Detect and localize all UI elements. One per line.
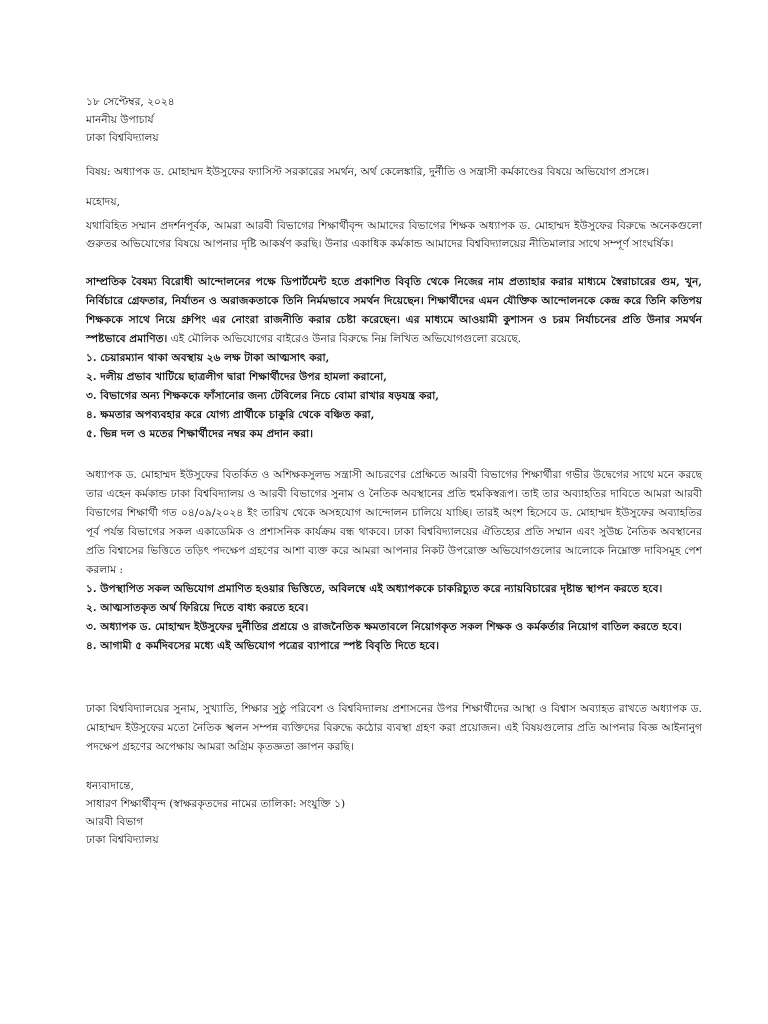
- allegation-item: ১. চেয়ারম্যান থাকা অবস্থায় ২৬ লক্ষ টাকা আত্মসাৎ করা,: [86, 352, 330, 364]
- letter-closing: [86, 777, 702, 849]
- letter-subject: বিষয়: অধ্যাপক ড. মোহাম্মদ ইউসুফের ফ্যাসিস্ট সরকারের সমর্থন, অর্থ কেলেঙ্কারি, দুর্নীতি ও সন্ত্রাসী কর্মকাণ্ডের বিষয়ে অভিযোগ প্রসঙ্গে।: [86, 166, 650, 178]
- closing-thanks: ধন্যবাদান্তে,: [86, 780, 134, 792]
- demand-item: ৩. অধ্যাপক ড. মোহাম্মদ ইউসুফের দুর্নীতির প্রশ্রয়ে ও রাজনৈতিক ক্ষমতাবলে নিয়োগকৃত সকল শিক্ষক ও কর্মকর্তার নিয়োগ বাতিল করতে হবে।: [86, 621, 682, 633]
- intro-paragraph: যথাবিহিত সম্মান প্রদর্শনপূর্বক, আমরা আরবী বিভাগের শিক্ষার্থীবৃন্দ আমাদের বিভাগের শিক্ষক অধ্যাপক ড. মোহাম্মদ ইউসুফের বিরুদ্ধে অনেকগুলো গুরুতর অভিযোগের বিষয়ে আপনার দৃষ্টি আকর্ষণ করছি। উনার একাধিক কর্মকান্ড আমাদের বিশ্ববিদ্যালয়ের নীতিমালার সাথে সম্পূর্ণ সাংঘর্ষিক।: [86, 220, 702, 250]
- closing-signatory: সাধারণ শিক্ষার্থীবৃন্দ (স্বাক্ষরকৃতদের নামের তালিকা: সংযুক্তি ১): [86, 798, 346, 810]
- closing-department: আরবী বিভাগ: [86, 816, 144, 828]
- allegation-item: ৪. ক্ষমতার অপব্যবহার করে যোগ্য প্রার্থীকে চাকুরি থেকে বঞ্চিত করা,: [86, 409, 375, 421]
- allegation-item: ৩. বিভাগের অন্য শিক্ষককে ফাঁসানোর জন্য টেবিলের নিচে বোমা রাখার ষড়যন্ত্র করা,: [86, 390, 439, 402]
- letter-header: [86, 93, 702, 147]
- conclusion-paragraph: ঢাকা বিশ্ববিদ্যালয়ের সুনাম, সুখ্যাতি, শিক্ষার সুষ্ঠু পরিবেশ ও বিশ্ববিদ্যালয় প্রশাসনের উপর শিক্ষার্থীদের আস্থা ও বিশ্বাস অব্যাহত রাখতে অধ্যাপক ড. মোহাম্মদ ইউসুফের মতো নৈতিক স্খলন সম্পন্ন ব্যক্তিদের বিরুদ্ধে কঠোর ব্যবস্থা গ্রহণ করা প্রয়োজন। এই বিষয়গুলোর প্রতি আপনার বিজ্ঞ আইনানুগ পদক্ষেপ গ্রহণের অপেক্ষায় আমরা অগ্রিম কৃতজ্ঞতা জ্ঞাপন করছি।: [86, 703, 702, 753]
- demand-item: ৪. আগামী ৫ কর্মদিবসের মধ্যে এই অভিযোগ পত্রের ব্যাপারে স্পষ্ট বিবৃতি দিতে হবে।: [86, 640, 440, 652]
- demands-list: [86, 580, 702, 656]
- main-allegation-bold-text: সাম্প্রতিক বৈষম্য বিরোধী আন্দোলনের পক্ষে ডিপার্টমেন্ট হতে প্রকাশিত বিবৃতি থেকে নিজের নাম প্রত্যাহার করার মাধ্যমে স্বৈরাচারের গুম, খুন, নির্বিচারে গ্রেফতার, নির্যাতন ও অরাজকতাকে তিনি নির্মমভাবে সমর্থন দিয়েছেন। শিক্ষার্থীদের এমন যৌক্তিক আন্দোলনকে কেন্দ্র করে তিনি কতিপয় শিক্ষককে সাথে নিয়ে গ্রুপিং এর নোংরা রাজনীতি করার চেষ্টা করেছেন। এর মাধ্যমে আওয়ামী কুশাসন ও চরম নির্যাচনের প্রতি উনার সমর্থন স্পষ্টভাবে প্রমাণিত।: [86, 276, 702, 345]
- closing-university: ঢাকা বিশ্ববিদ্যালয়: [86, 834, 159, 846]
- main-allegation-paragraph: [86, 273, 702, 349]
- demand-item: ১. উপস্থাপিত সকল অভিযোগ প্রমাণিত হওয়ার ভিত্তিতে, অবিলম্বে এই অধ্যাপককে চাকরিচ্যুত করে ন্যায়বিচারের দৃষ্টান্ত স্থাপন করতে হবে।: [86, 583, 663, 595]
- recipient-title: মাননীয় উপাচার্য: [86, 114, 154, 126]
- recipient-organization: ঢাকা বিশ্ববিদ্যালয়: [86, 132, 159, 144]
- letter-date: ১৮ সেপ্টেম্বর, ২০২৪: [86, 96, 175, 108]
- context-paragraph: অধ্যাপক ড. মোহাম্মদ ইউসুফের বিতর্কিত ও অশিক্ষকসুলভ সন্ত্রাসী আচরণের প্রেক্ষিতে আরবী বিভাগের শিক্ষার্থীরা গভীর উদ্বেগের সাথে মনে করছে তার এহেন কর্মকান্ড ঢাকা বিশ্ববিদ্যালয় ও আরবী বিভাগের সুনাম ও নৈতিক অবস্থানের প্রতি হুমকিস্বরূপ। তাই তার অব্যাহতির দাবিতে আমরা আরবী বিভাগের শিক্ষার্থী গত ০৪/০৯/২০২৪ ইং তারিখ থেকে অসহযোগ আন্দোলন চালিয়ে যাচ্ছি। তারই অংশ হিসেবে ড. মোহাম্মদ ইউসুফের অব্যাহতির পূর্ব পর্যন্ত বিভাগের সকল একাডেমিক ও প্রশাসনিক কার্যক্রম বন্ধ থাকবে। ঢাকা বিশ্ববিদ্যালয়ের ঐতিহ্যের প্রতি সম্মান এবং সুউচ্চ নৈতিক অবস্থানের প্রতি বিশ্বাসের ভিত্তিতে তড়িৎ পদক্ষেপ গ্রহণের আশা ব্যক্ত করে আমরা আপনার নিকট উপরোক্ত অভিযোগগুলোর আলোকে নিম্নোক্ত দাবিসমূহ পেশ করলাম :: [86, 469, 702, 576]
- allegation-item: ২. দলীয় প্রভাব খাটিয়ে ছাত্রলীগ দ্বারা শিক্ষার্থীদের উপর হামলা করানো,: [86, 371, 387, 383]
- allegations-list: [86, 349, 702, 444]
- main-allegation-normal-text: এই মৌলিক অভিযোগের বাইরেও উনার বিরুদ্ধে নিম্ন লিখিত অভিযোগগুলো রয়েছে.: [167, 333, 522, 345]
- salutation: মহোদয়,: [86, 196, 120, 208]
- allegation-item: ৫. ভিন্ন দল ও মতের শিক্ষার্থীদের নম্বর কম প্রদান করা।: [86, 428, 314, 440]
- demand-item: ২. আত্মসাতকৃত অর্থ ফিরিয়ে দিতে বাধ্য করতে হবে।: [86, 602, 309, 614]
